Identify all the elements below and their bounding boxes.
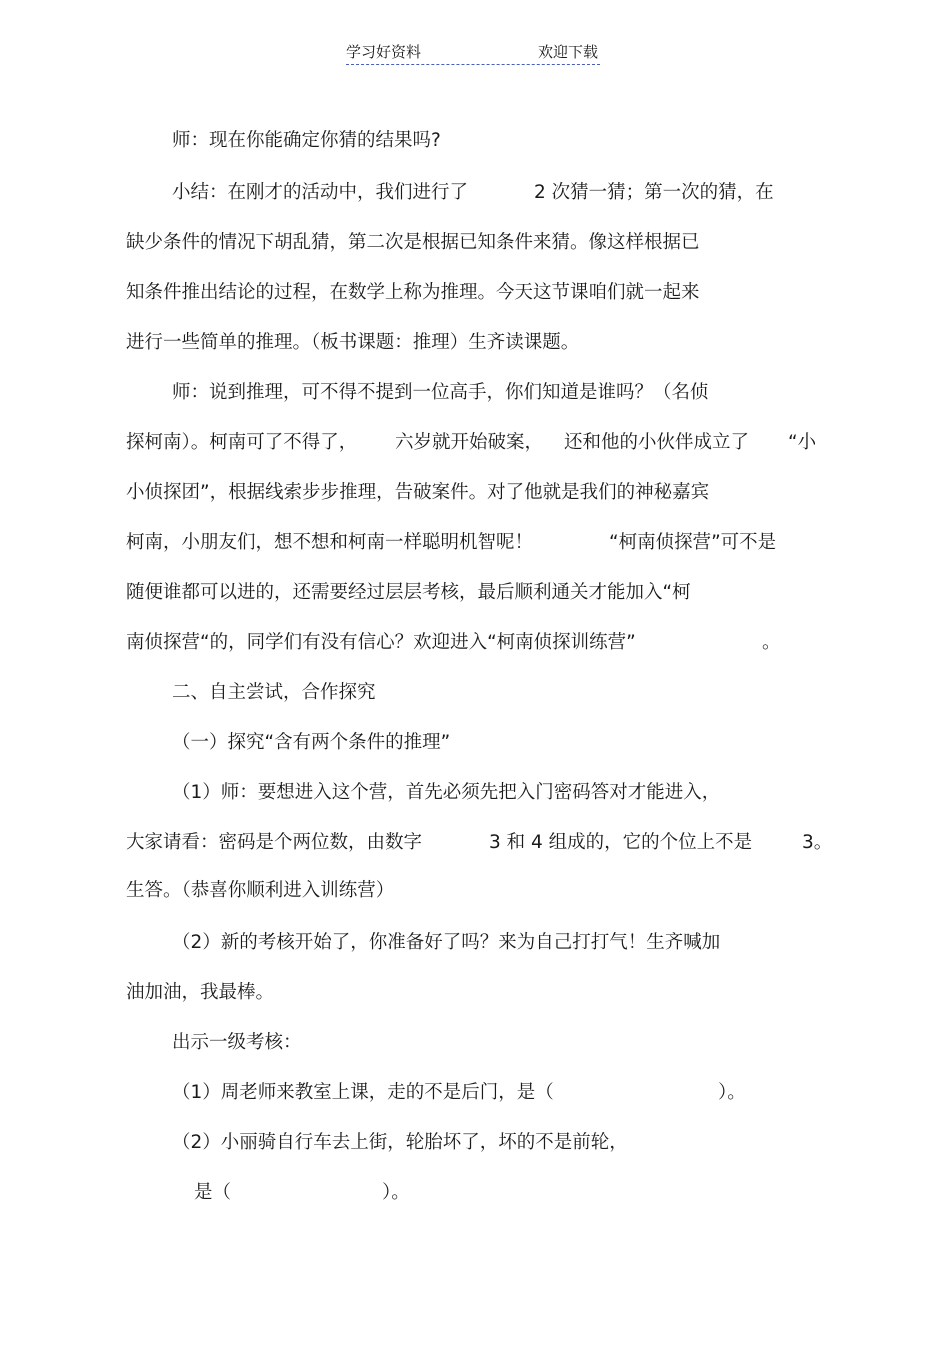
- text-line-7d: “小: [788, 432, 817, 453]
- text-line-7a: 探柯南）。柯南可了不得了，: [126, 432, 358, 453]
- text-line-2b: 2 次猜一猜；第一次的猜，在: [534, 182, 774, 203]
- text-line-9a: 柯南，小朋友们，想不想和柯南一样聪明机智呢！: [126, 532, 534, 553]
- subsection-heading: [172, 730, 872, 756]
- paragraph-line: [126, 580, 846, 606]
- text-line-10: 随便谁都可以进的，还需要经过层层考核，最后顺利通关才能加入“柯: [126, 582, 691, 603]
- paragraph-line: [126, 280, 846, 306]
- text-line-18: 油加油，我最棒。: [126, 982, 275, 1003]
- text-line-9b: “柯南侦探营”可不是: [609, 532, 777, 553]
- header-right-text: 欢迎下载: [537, 43, 598, 61]
- text-line-3: 缺少条件的情况下胡乱猜，第二次是根据已知条件来猜。像这样根据已: [126, 232, 700, 253]
- text-line-4: 知条件推出结论的过程，在数学上称为推理。今天这节课咱们就一起来: [126, 282, 700, 303]
- paragraph-line: [126, 330, 846, 356]
- text-line-15a: 大家请看：密码是个两位数，由数字: [126, 832, 423, 853]
- text-line-2a: 小结：在刚才的活动中，我们进行了: [172, 182, 469, 203]
- paragraph-line: [172, 780, 872, 806]
- text-line-5: 进行一些简单的推理。（板书课题：推理）生齐读课题。: [126, 332, 580, 353]
- text-line-21: （2）小丽骑自行车去上街，轮胎坏了，坏的不是前轮，: [172, 1132, 628, 1153]
- text-line-7c: 还和他的小伙伴成立了: [564, 432, 750, 453]
- paragraph-line: [172, 930, 872, 956]
- text-line-7b: 六岁就开始破案，: [395, 432, 544, 453]
- paragraph-line: [172, 380, 872, 406]
- text-line-15b: 3 和 4 组成的，它的个位上不是: [489, 832, 753, 853]
- text-line-11a: 南侦探营“的，同学们有没有信心？欢迎进入“柯南侦探训练营”: [126, 632, 636, 653]
- section-heading: [172, 680, 872, 706]
- header-left-text: 学习好资料: [346, 43, 422, 61]
- text-line-13: （一）探究“含有两个条件的推理”: [172, 732, 451, 753]
- text-line-17: （2）新的考核开始了，你准备好了吗？来为自己打打气！生齐喊加: [172, 932, 721, 953]
- paragraph-line: [126, 878, 846, 904]
- text-line-11b: 。: [762, 632, 781, 653]
- paragraph-line: [172, 128, 872, 154]
- paragraph-line: [126, 230, 846, 256]
- text-line-6: 师：说到推理，可不得不提到一位高手，你们知道是谁吗？（名侦: [172, 382, 709, 403]
- exercise-item: [172, 1130, 872, 1156]
- paragraph-line: [172, 1030, 872, 1056]
- text-line-8: 小侦探团”，根据线索步步推理，告破案件。对了他就是我们的神秘嘉宾: [126, 482, 710, 503]
- text-line-16: 生答。（恭喜你顺利进入训练营）: [126, 880, 395, 901]
- text-line-22b: ）。: [382, 1182, 410, 1203]
- text-line-20b: ）。: [718, 1082, 746, 1103]
- text-line-20a: （1）周老师来教室上课，走的不是后门，是（: [172, 1082, 554, 1103]
- text-line-1: 师：现在你能确定你猜的结果吗?: [172, 130, 441, 151]
- text-line-19: 出示一级考核：: [172, 1032, 302, 1053]
- text-line-14: （1）师：要想进入这个营，首先必须先把入门密码答对才能进入，: [172, 782, 721, 803]
- text-line-15c: 3。: [802, 832, 833, 853]
- text-line-12: 二、自主尝试，合作探究: [172, 682, 376, 703]
- text-line-22a: 是（: [194, 1182, 232, 1203]
- paragraph-line: [126, 480, 846, 506]
- page-header: [346, 40, 600, 65]
- paragraph-line: [126, 980, 846, 1006]
